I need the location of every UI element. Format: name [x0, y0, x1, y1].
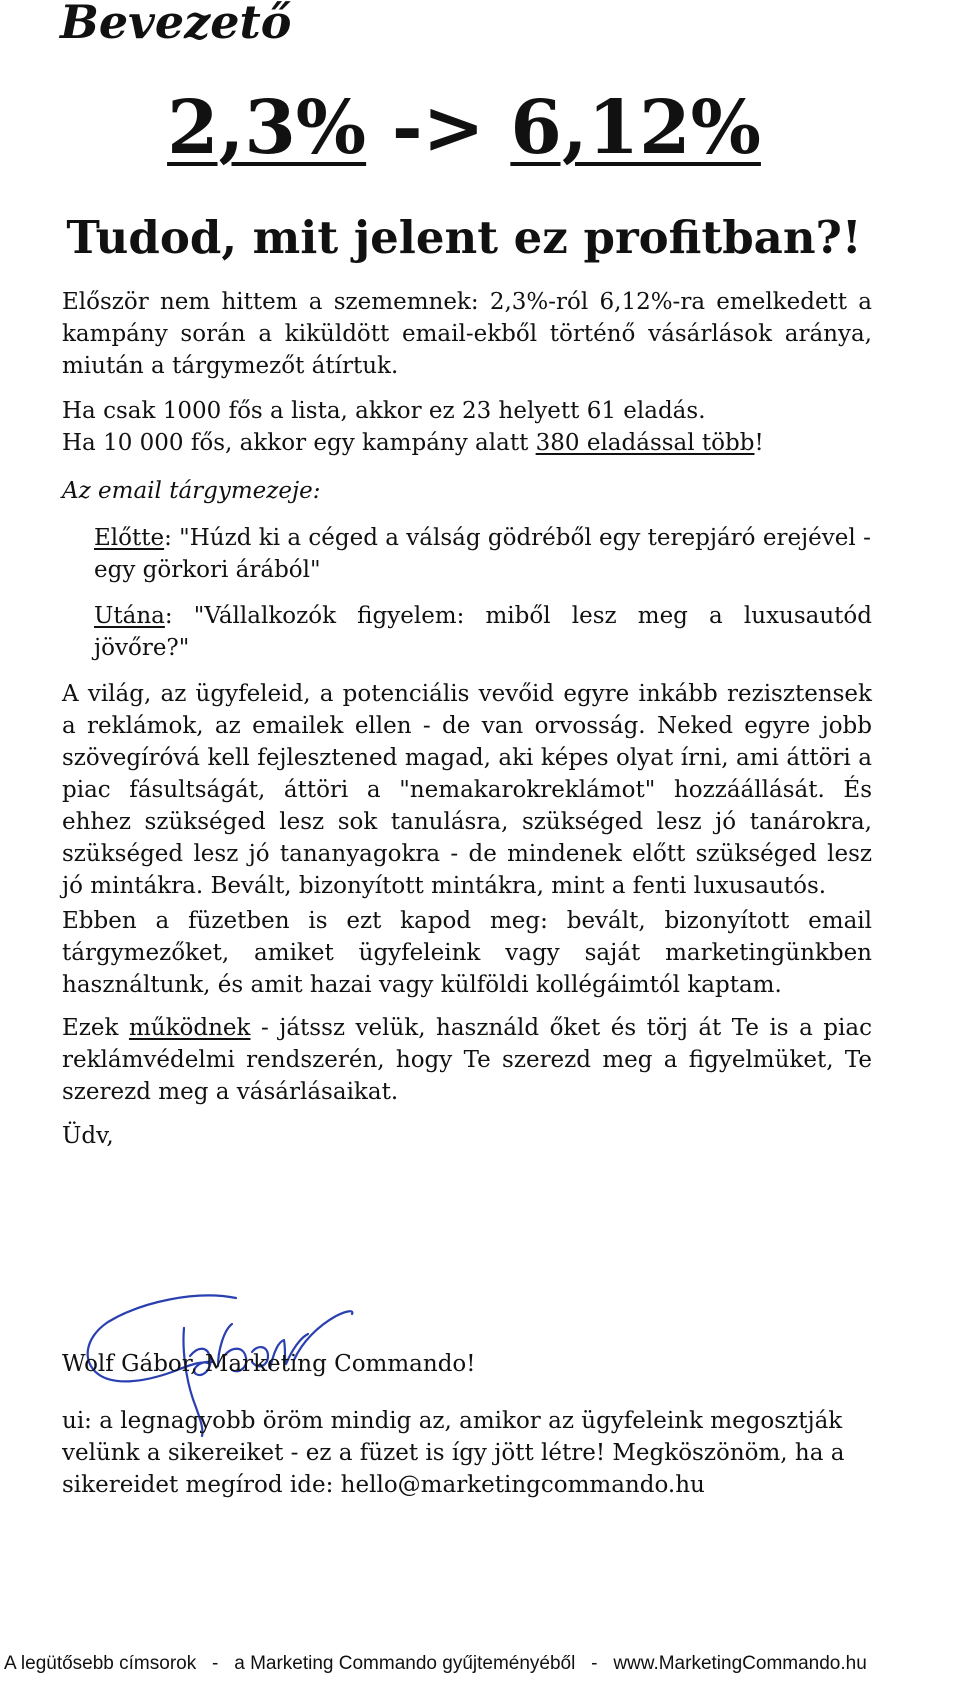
- works-text-end: - játssz velük, használd őket és törj át Te is a piac reklámvédelmi rendszerén, hogy Te szerezd meg a figyelmüket, Te szerezd meg a vásárlásaikat.: [62, 1015, 872, 1105]
- headline-from: 2,3%: [167, 85, 367, 171]
- list-10000-end: !: [754, 430, 764, 456]
- extra-sales-link[interactable]: 380 eladással több: [535, 430, 755, 456]
- before-text: : "Húzd ki a céged a válság gödréből egy terepjáró erejével - egy görkori árából": [94, 525, 871, 583]
- after-text: : "Vállalkozók figyelem: miből lesz meg a luxusautód jövőre?": [94, 603, 872, 661]
- after-label: Utána: [94, 603, 165, 629]
- works-paragraph: [62, 1012, 872, 1108]
- subject-label: Az email tárgymezeje:: [62, 478, 321, 504]
- signature-name: Wolf Gábor, Marketing Commando!: [62, 1351, 476, 1377]
- subheadline: Tudod, mit jelent ez profitban?!: [66, 211, 862, 264]
- list-1000-line: Ha csak 1000 fős a lista, akkor ez 23 helyett 61 eladás.: [62, 398, 706, 424]
- intro-paragraph: Először nem hittem a szememnek: 2,3%-ról 6,12%-ra emelkedett a kampány során a kiküldött email-ekből történő vásárlások aránya, miután a tárgymezőt átírtuk.: [62, 289, 872, 379]
- headline-arrow: ->: [391, 85, 485, 171]
- before-subject: [94, 522, 872, 586]
- page-footer: A legütősebb címsorok - a Marketing Commando gyűjteményéből - www.MarketingCommando.hu: [4, 1653, 867, 1674]
- page-heading: Bevezető: [60, 0, 292, 49]
- headline-to: 6,12%: [510, 85, 761, 171]
- list-10000-line: [62, 427, 872, 459]
- works-link: működnek: [128, 1015, 251, 1041]
- works-text-start: Ezek: [62, 1015, 129, 1041]
- booklet-paragraph: Ebben a füzetben is ezt kapod meg: bevált, bizonyított email tárgymezőket, amiket ügyfeleink vagy saját marketingünkben használtunk, és amit hazai vagy külföldi kollégáimtól kaptam.: [62, 908, 872, 998]
- postscript: ui: a legnagyobb öröm mindig az, amikor az ügyfeleink megosztják velünk a sikereiket - ez a füzet is így jött létre! Megköszönöm, ha a sikereidet megírod ide: hello@marketingcommando.hu: [62, 1408, 845, 1498]
- headline-stat: [0, 82, 928, 174]
- before-label: Előtte: [94, 525, 165, 551]
- greeting: Üdv,: [62, 1123, 114, 1149]
- list-10000-text: Ha 10 000 fős, akkor egy kampány alatt: [62, 430, 536, 456]
- world-paragraph: A világ, az ügyfeleid, a potenciális vevőid egyre inkább rezisztensek a reklámok, az emailek ellen - de van orvosság. Neked egyre jobb szövegíróvá kell fejlesztened magad, aki képes olyat írni, ami áttöri a piac fásultságát, áttöri a "nemakarokreklámot" hozzáállását. És ehhez szükséged lesz sok tanulásra, szükséged lesz jó tanárokra, szükséged lesz jó tananyagokra - de mindenek előtt szükséged lesz jó mintákra. Bevált, bizonyított mintákra, mint a fenti luxusautós.: [62, 681, 872, 899]
- after-subject: [94, 600, 872, 664]
